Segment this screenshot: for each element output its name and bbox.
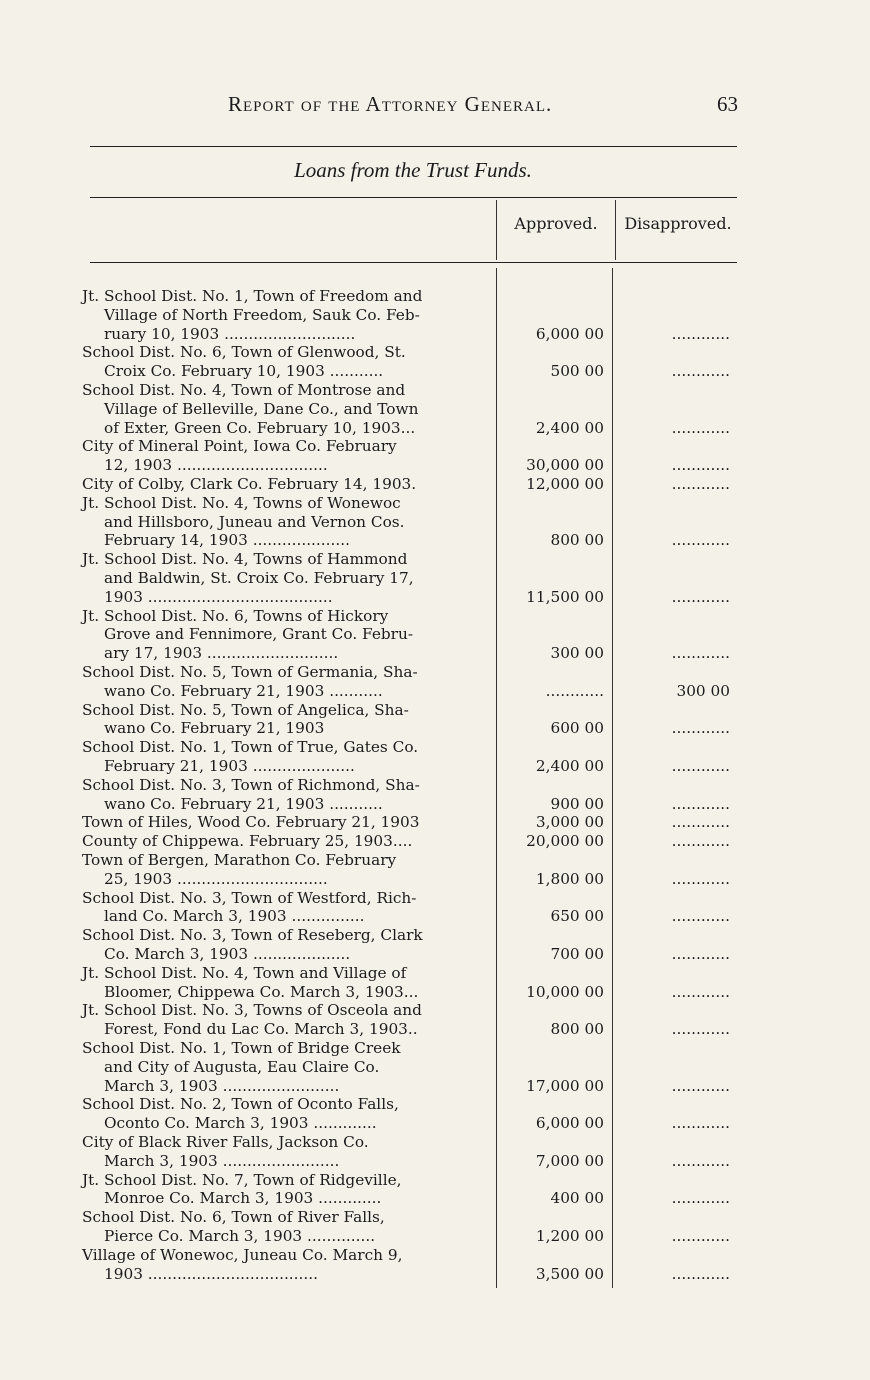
column-header-disapproved: Disapproved. — [624, 214, 732, 233]
approved-amount: 300 00 — [550, 644, 604, 663]
description-line: City of Mineral Point, Iowa Co. February — [82, 437, 397, 456]
approved-amount: 800 00 — [550, 1020, 604, 1039]
description-line: Grove and Fennimore, Grant Co. Febru- — [104, 625, 413, 644]
disapproved-amount: ............ — [671, 587, 730, 606]
disapproved-amount: ............ — [671, 324, 730, 343]
description-line: School Dist. No. 3, Town of Richmond, Sha- — [82, 775, 420, 794]
description-line: City of Black River Falls, Jackson Co. — [82, 1133, 369, 1151]
row-description — [82, 738, 490, 776]
approved-amount: 900 00 — [550, 794, 604, 813]
running-title: Report of the Attorney General. — [228, 92, 553, 116]
approved-amount: 500 00 — [550, 362, 604, 381]
row-description — [82, 832, 490, 851]
description-line: County of Chippewa. February 25, 1903.... — [82, 832, 413, 851]
disapproved-amount: ............ — [671, 813, 730, 832]
page-number: 63 — [717, 92, 738, 116]
row-description — [82, 1133, 490, 1171]
disapproved-amount: ............ — [671, 1114, 730, 1133]
column-divider-2-body — [612, 268, 613, 1288]
row-description — [82, 813, 490, 832]
description-line: wano Co. February 21, 1903 — [104, 719, 325, 738]
description-line: 1903 ...................................... — [104, 587, 333, 606]
disapproved-amount: ............ — [671, 1264, 730, 1283]
description-line: School Dist. No. 1, Town of Bridge Creek — [82, 1039, 401, 1057]
approved-amount: ............ — [545, 681, 604, 700]
description-line: Bloomer, Chippewa Co. March 3, 1903... — [104, 982, 419, 1001]
row-description — [82, 701, 490, 739]
description-line: Forest, Fond du Lac Co. March 3, 1903.. — [104, 1020, 418, 1039]
disapproved-amount: ............ — [671, 418, 730, 437]
description-line: Town of Hiles, Wood Co. February 21, 1903 — [82, 813, 420, 832]
description-line: Town of Bergen, Marathon Co. February — [82, 851, 397, 869]
description-line: School Dist. No. 3, Town of Westford, Rich- — [82, 888, 417, 907]
row-description — [82, 1246, 490, 1284]
description-line: Jt. School Dist. No. 1, Town of Freedom and — [82, 287, 423, 305]
description-line: 12, 1903 ............................... — [104, 456, 328, 475]
description-line: Village of North Freedom, Sauk Co. Feb- — [104, 305, 420, 324]
disapproved-amount: ............ — [671, 531, 730, 550]
approved-amount: 2,400 00 — [535, 418, 604, 437]
description-line: Jt. School Dist. No. 7, Town of Ridgeville, — [82, 1170, 402, 1189]
description-line: School Dist. No. 5, Town of Germania, Sha- — [82, 663, 418, 681]
description-line: March 3, 1903 ........................ — [104, 1076, 340, 1095]
description-line: School Dist. No. 6, Town of River Falls, — [82, 1208, 385, 1227]
disapproved-amount: ............ — [671, 1151, 730, 1170]
description-line: Jt. School Dist. No. 3, Towns of Osceola and — [82, 1001, 422, 1020]
description-line: Village of Belleville, Dane Co., and Town — [104, 399, 419, 418]
description-line: City of Colby, Clark Co. February 14, 1903. — [82, 475, 417, 493]
row-description — [82, 287, 490, 343]
row-description — [82, 1171, 490, 1209]
description-line: Village of Wonewoc, Juneau Co. March 9, — [82, 1245, 403, 1264]
description-line: and City of Augusta, Eau Claire Co. — [104, 1057, 380, 1076]
row-description — [82, 851, 490, 889]
disapproved-amount: ............ — [671, 1226, 730, 1245]
description-line: March 3, 1903 ........................ — [104, 1151, 340, 1170]
table-head-rule-top — [90, 197, 737, 198]
disapproved-amount: ............ — [671, 1189, 730, 1208]
description-line: School Dist. No. 4, Town of Montrose and — [82, 381, 406, 399]
row-description — [82, 607, 490, 663]
description-line: wano Co. February 21, 1903 ........... — [104, 794, 383, 813]
disapproved-amount: ............ — [671, 362, 730, 381]
disapproved-amount: ............ — [671, 832, 730, 851]
row-description — [82, 1039, 490, 1095]
column-header-approved: Approved. — [514, 214, 598, 233]
row-description — [82, 1208, 490, 1246]
disapproved-amount: ............ — [671, 719, 730, 738]
row-description — [82, 663, 490, 701]
approved-amount: 650 00 — [550, 907, 604, 926]
disapproved-amount: ............ — [671, 644, 730, 663]
description-line: ruary 10, 1903 ........................... — [104, 324, 356, 343]
approved-amount: 6,000 00 — [535, 1114, 604, 1133]
description-line: 25, 1903 ............................... — [104, 869, 328, 888]
description-line: February 21, 1903 ..................... — [104, 756, 355, 775]
description-line: Monroe Co. March 3, 1903 ............. — [104, 1189, 382, 1208]
approved-amount: 30,000 00 — [526, 456, 604, 475]
row-description — [82, 926, 490, 964]
description-line: School Dist. No. 3, Town of Reseberg, Clark — [82, 926, 423, 945]
disapproved-amount: ............ — [671, 944, 730, 963]
description-line: Oconto Co. March 3, 1903 ............. — [104, 1114, 377, 1133]
approved-amount: 11,500 00 — [526, 587, 604, 606]
disapproved-amount: ............ — [671, 869, 730, 888]
description-line: Jt. School Dist. No. 4, Town and Village of — [82, 963, 407, 982]
description-line: School Dist. No. 1, Town of True, Gates Co. — [82, 738, 419, 757]
row-description — [82, 1001, 490, 1039]
approved-amount: 1,200 00 — [535, 1226, 604, 1245]
disapproved-amount: ............ — [671, 982, 730, 1001]
description-line: Jt. School Dist. No. 4, Towns of Wonewoc — [82, 493, 401, 512]
approved-amount: 3,500 00 — [535, 1264, 604, 1283]
approved-amount: 600 00 — [550, 719, 604, 738]
approved-amount: 7,000 00 — [535, 1151, 604, 1170]
description-line: and Hillsboro, Juneau and Vernon Cos. — [104, 512, 405, 531]
description-line: 1903 ................................... — [104, 1264, 318, 1283]
disapproved-amount: ............ — [671, 456, 730, 475]
table-head-rule-bottom — [90, 262, 737, 263]
description-line: Pierce Co. March 3, 1903 .............. — [104, 1226, 376, 1245]
approved-amount: 20,000 00 — [526, 832, 604, 851]
disapproved-amount: 300 00 — [676, 681, 730, 700]
row-description — [82, 1095, 490, 1133]
row-description — [82, 964, 490, 1002]
disapproved-amount: ............ — [671, 475, 730, 493]
approved-amount: 12,000 00 — [526, 475, 604, 493]
description-line: February 14, 1903 .................... — [104, 531, 350, 550]
description-line: wano Co. February 21, 1903 ........... — [104, 681, 383, 700]
row-description — [82, 437, 490, 475]
description-line: Jt. School Dist. No. 6, Towns of Hickory — [82, 606, 389, 625]
row-description — [82, 381, 490, 437]
disapproved-amount: ............ — [671, 1076, 730, 1095]
description-line: Jt. School Dist. No. 4, Towns of Hammond — [82, 550, 408, 569]
row-description — [82, 889, 490, 927]
description-line: Co. March 3, 1903 .................... — [104, 944, 351, 963]
description-line: land Co. March 3, 1903 ............... — [104, 907, 365, 926]
table-title: Loans from the Trust Funds. — [294, 158, 532, 182]
approved-amount: 800 00 — [550, 531, 604, 550]
top-rule — [90, 146, 737, 147]
row-description — [82, 475, 490, 494]
column-divider-1-head — [496, 200, 497, 260]
disapproved-amount: ............ — [671, 794, 730, 813]
approved-amount: 6,000 00 — [535, 324, 604, 343]
description-line: of Exter, Green Co. February 10, 1903... — [104, 418, 416, 437]
approved-amount: 700 00 — [550, 944, 604, 963]
description-line: School Dist. No. 5, Town of Angelica, Sha- — [82, 700, 409, 719]
running-header — [90, 92, 738, 120]
approved-amount: 3,000 00 — [535, 813, 604, 832]
row-description — [82, 343, 490, 381]
disapproved-amount: ............ — [671, 907, 730, 926]
approved-amount: 400 00 — [550, 1189, 604, 1208]
column-divider-2-head — [615, 200, 616, 260]
description-line: Croix Co. February 10, 1903 ........... — [104, 362, 384, 381]
approved-amount: 10,000 00 — [526, 982, 604, 1001]
description-line: and Baldwin, St. Croix Co. February 17, — [104, 568, 414, 587]
disapproved-amount: ............ — [671, 756, 730, 775]
description-line: School Dist. No. 6, Town of Glenwood, St. — [82, 343, 406, 362]
disapproved-amount: ............ — [671, 1020, 730, 1039]
description-line: ary 17, 1903 ........................... — [104, 644, 339, 663]
row-description — [82, 494, 490, 550]
row-description — [82, 550, 490, 606]
description-line: School Dist. No. 2, Town of Oconto Falls, — [82, 1095, 399, 1114]
approved-amount: 1,800 00 — [535, 869, 604, 888]
approved-amount: 17,000 00 — [526, 1076, 604, 1095]
approved-amount: 2,400 00 — [535, 756, 604, 775]
row-description — [82, 776, 490, 814]
